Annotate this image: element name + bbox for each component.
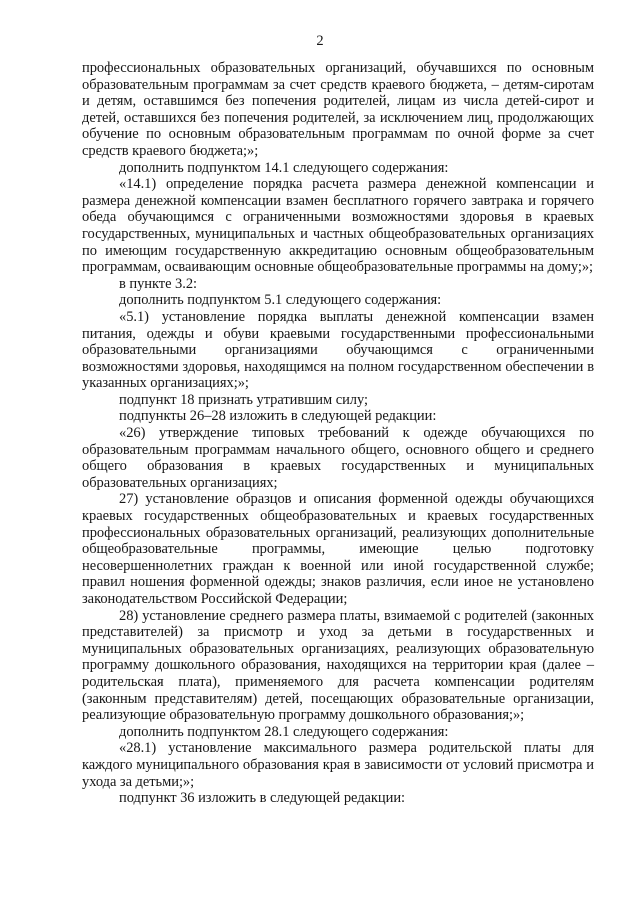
paragraph: подпункты 26–28 изложить в следующей редакции: bbox=[119, 408, 437, 425]
paragraph: подпункт 18 признать утратившим силу; bbox=[119, 391, 368, 408]
paragraph: подпункт 36 изложить в следующей редакции: bbox=[119, 790, 406, 807]
paragraph: «28.1) установление максимального размера родительской платы для каждого муниципального образования края в зависимости от условий присмотра и ухода за детьми;»; bbox=[82, 740, 594, 790]
page-number: 2 bbox=[316, 33, 324, 49]
paragraph: дополнить подпунктом 28.1 следующего содержания: bbox=[119, 723, 449, 740]
paragraph: профессиональных образовательных организаций, обучавшихся по основным образовательным программам за счет средств краевого бюджета, – детям-сиротам и детям, оставшимся без попечения родителей, лицам из числа детей-сирот и детей, оставшихся без попечения родителей, за исключением лиц, продолжающих обучение по основным образовательным программам по очной форме за счет средств краевого бюджета;»; bbox=[82, 60, 594, 159]
paragraph: 28) установление среднего размера платы, взимаемой с родителей (законных представителей) за присмотр и уход за детьми в государственных и муниципальных образовательных организациях, реализующих образовательную программу дошкольного образования, находящихся на территории края (далее – родительская плата), применяемого для расчета компенсации родителям (законным представителям) детей, посещающих образовательные организации, реализующие образовательную программу дошкольного образования;»; bbox=[82, 607, 594, 724]
paragraph: в пункте 3.2: bbox=[119, 275, 197, 292]
paragraph: 27) установление образцов и описания форменной одежды обучающихся краевых государственных общеобразовательных и краевых государственных профессиональных образовательных организаций, реализующих дополнительные общеобразовательные программы, имеющие целью подготовку несовершеннолетних граждан к военной или иной государственной службе; правил ношения форменной одежды; знаков различия, если иное не установлено законодательством Российской Федерации; bbox=[82, 491, 594, 607]
paragraph: «14.1) определение порядка расчета размера денежной компенсации и размера денежной компенсации взамен бесплатного горячего завтрака и горячего обеда обучающимся с ограниченными возможностями здоровья в краевых государственных, муниципальных и частных общеобразовательных организациях по имеющим государственную аккредитацию основным общеобразовательным программам, осваивающим основные общеобразовательные программы на дому;»; bbox=[82, 176, 594, 276]
paragraph: «5.1) установление порядка выплаты денежной компенсации взамен питания, одежды и обуви краевыми государственными профессиональными образовательными организациями обучающимся с ограниченными возможностями здоровья, находящимся на полном государственном обеспечении в указанных организациях;»; bbox=[82, 308, 594, 392]
paragraph: дополнить подпунктом 5.1 следующего содержания: bbox=[119, 292, 442, 309]
document-body bbox=[82, 60, 594, 807]
paragraph: дополнить подпунктом 14.1 следующего содержания: bbox=[119, 159, 449, 176]
paragraph: «26) утверждение типовых требований к одежде обучающихся по образовательным программам начального общего, основного общего и среднего общего образования в краевых государственных и муниципальных образовательных организациях; bbox=[82, 425, 594, 491]
